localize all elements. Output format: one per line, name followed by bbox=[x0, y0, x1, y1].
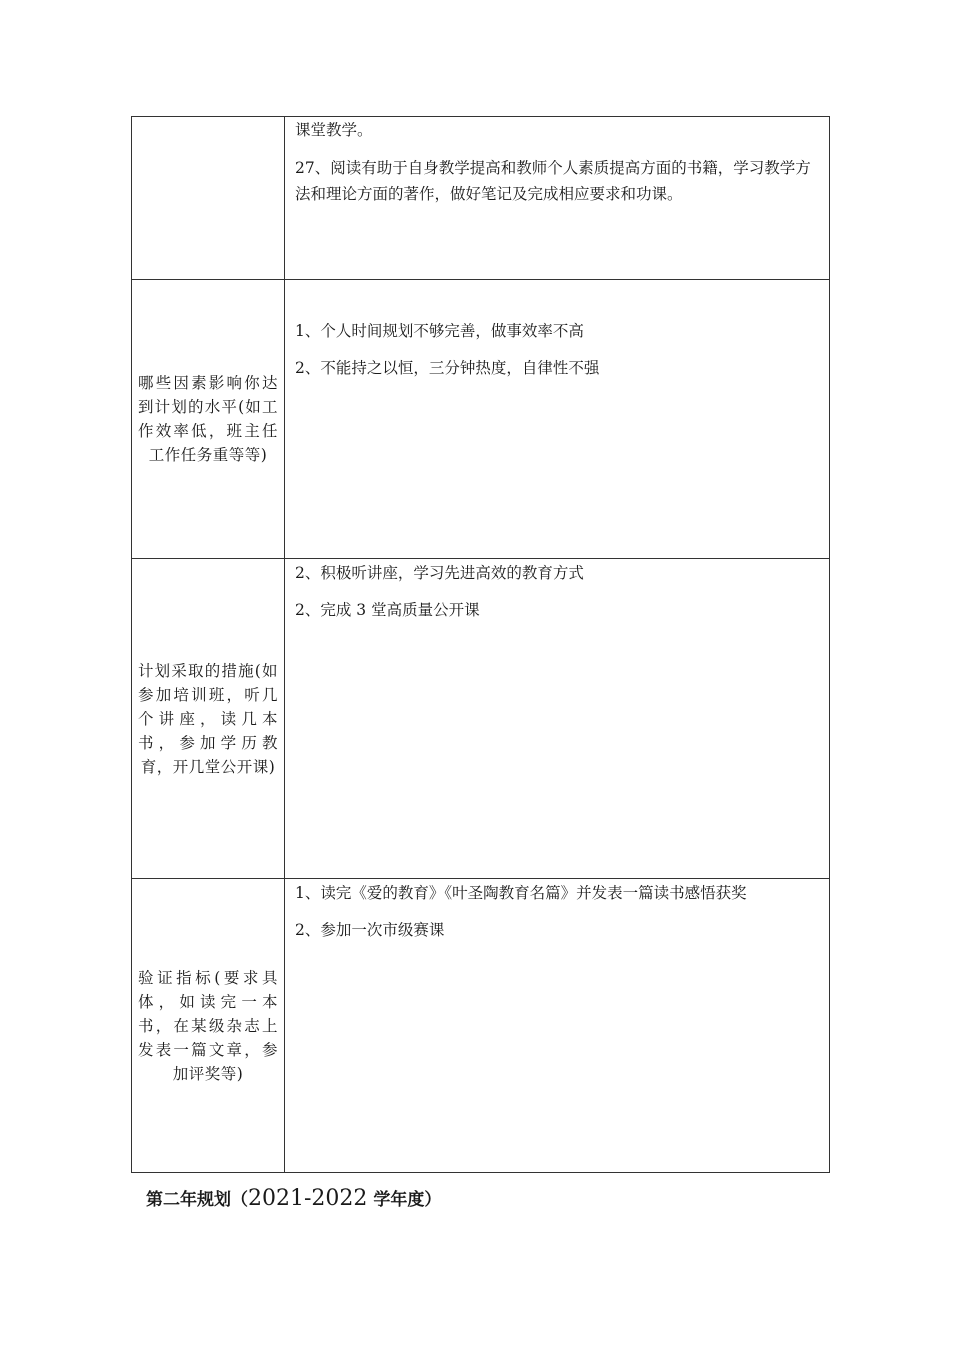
table-row bbox=[132, 117, 830, 280]
plan-table bbox=[131, 116, 830, 1173]
section-heading bbox=[146, 1184, 441, 1215]
table-row bbox=[132, 280, 830, 559]
row-label-cell bbox=[132, 559, 285, 879]
row-label: 计划采取的措施(如参加培训班，听几个讲座，读几本书，参加学历教育，开几堂公开课) bbox=[138, 661, 278, 776]
content-line: 1、读完《爱的教育》《叶圣陶教育名篇》并发表一篇读书感悟获奖 bbox=[295, 884, 747, 902]
row-label-cell bbox=[132, 879, 285, 1173]
table-row bbox=[132, 879, 830, 1173]
table-row bbox=[132, 559, 830, 879]
content-line: 2、参加一次市级赛课 bbox=[295, 921, 445, 939]
row-label: 哪些因素影响你达到计划的水平(如工作效率低，班主任工作任务重等等) bbox=[138, 374, 278, 464]
heading-suffix: 学年度） bbox=[367, 1190, 442, 1210]
content-line: 2、完成 3 堂高质量公开课 bbox=[295, 601, 480, 619]
row-content-cell bbox=[285, 559, 830, 879]
content-line: 27、阅读有助于自身教学提高和教师个人素质提高方面的书籍，学习教学方法和理论方面的著作，做好笔记及完成相应要求和功课。 bbox=[295, 159, 811, 203]
row-label: 验证指标(要求具体，如读完一本书，在某级杂志上发表一篇文章，参加评奖等) bbox=[138, 968, 278, 1083]
row-content-cell bbox=[285, 280, 830, 559]
heading-year: 2021-2022 bbox=[248, 1186, 368, 1211]
content-line: 课堂教学。 bbox=[295, 121, 373, 139]
row-label-cell bbox=[132, 117, 285, 280]
content-line: 2、不能持之以恒，三分钟热度，自律性不强 bbox=[295, 359, 600, 377]
heading-prefix: 第二年规划（ bbox=[146, 1190, 248, 1210]
content-line: 2、积极听讲座，学习先进高效的教育方式 bbox=[295, 564, 584, 582]
row-label-cell bbox=[132, 280, 285, 559]
row-content-cell bbox=[285, 879, 830, 1173]
row-content-cell bbox=[285, 117, 830, 280]
content-line: 1、个人时间规划不够完善，做事效率不高 bbox=[295, 322, 584, 340]
